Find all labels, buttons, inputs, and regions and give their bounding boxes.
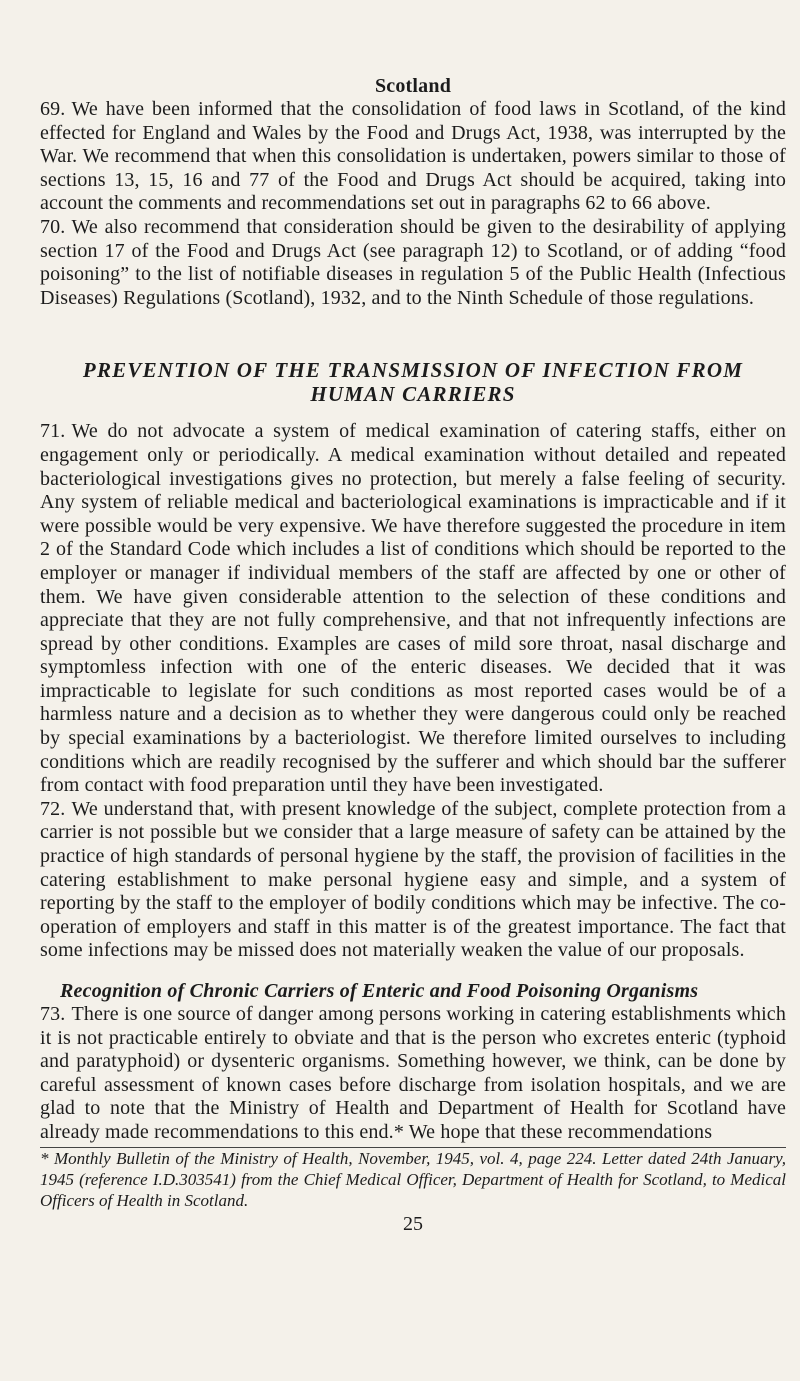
prevention-heading: PREVENTION OF THE TRANSMISSION OF INFECTION FROM HUMAN CARRIERS bbox=[82, 358, 744, 407]
paragraph-71 bbox=[40, 420, 786, 798]
section-title: Scotland bbox=[374, 75, 452, 97]
paragraph-number: 69. bbox=[40, 98, 66, 120]
recognition-subheading: Recognition of Chronic Carriers of Enteric and Food Poisoning Organisms bbox=[60, 980, 699, 1002]
paragraph-number: 71. bbox=[40, 420, 66, 443]
paragraph-text: We do not advocate a system of medical examination of catering staffs, either on engagement only or periodically. A medical examination without detailed and repeated bacteriological investigations gives no protection, but merely a false feeling of security. Any system of reliable medical and bacteriological examinations is impracticable and if it were possible would be very expensive. We have therefore suggested the procedure in item 2 of the Standard Code which includes a list of conditions which should be reported to the employer or manager if individual members of the staff are affected by one or other of them. We have given considerable attention to the selection of these conditions and appreciate that they are not fully comprehensive, and that not infrequently infections are spread by other conditions. Examples are cases of mild sore throat, nasal discharge and symptomless infection with one of the enteric diseases. We decided that it was impracticable to legislate for such conditions as most reported cases would be of a harmless nature and a decision as to whether they were dangerous could only be reached by special examinations by a bacteriologist. We therefore limited ourselves to including conditions which are readily recognised by the sufferer and which should bar the sufferer from contact with food preparation until they have been investigated. bbox=[40, 420, 786, 797]
spacer bbox=[40, 310, 786, 358]
paragraph-number: 70. bbox=[40, 215, 66, 238]
paragraph-text: There is one source of danger among persons working in catering establishments which it is not practicable entirely to obviate and that is the person who excretes enteric (typhoid and paratyphoid) or dysenteric organisms. Something however, we think, can be done by careful assessment of known cases before discharge from isolation hospitals, and we are glad to note that the Ministry of Health and Department of Health for Scotland have already made recommendations to this end.* We hope that these recommendations bbox=[40, 1003, 786, 1143]
paragraph-72 bbox=[40, 798, 786, 963]
paragraph-number: 73. bbox=[40, 1003, 66, 1025]
paragraph-number: 72. bbox=[40, 797, 66, 820]
page-number: 25 bbox=[403, 1212, 423, 1235]
paragraph-70 bbox=[40, 216, 786, 310]
paragraph-73 bbox=[40, 1003, 786, 1145]
paragraph-text: We understand that, with present knowledge of the subject, complete protection from a carrier is not possible but we consider that a large measure of safety can be attained by the practice of high standards of personal hygiene by the staff, the provision of facilities in the catering establishment to make personal hygiene easy and simple, and a system of reporting by the staff to the employer of bodily conditions which may be infective. The co-operation of employers and staff in this matter is of the greatest importance. The fact that some infections may be missed does not materially weaken the value of our proposals. bbox=[40, 797, 786, 962]
paragraph-69 bbox=[40, 98, 786, 216]
spacer bbox=[40, 406, 786, 420]
footnote: * Monthly Bulletin of the Ministry of Health, November, 1945, vol. 4, page 224. Letter dated 24th January, 1945 (reference I.D.303541) from the Chief Medical Officer, Department of Health for Scotland, to Medical Officers of Health in Scotland. bbox=[40, 1148, 786, 1210]
spacer bbox=[40, 963, 786, 979]
paragraph-text: We also recommend that consideration should be given to the desirability of applying section 17 of the Food and Drugs Act (see paragraph 12) to Scotland, or of adding “food poisoning” to the list of notifiable diseases in regulation 5 of the Public Health (Infectious Diseases) Regulations (Scotland), 1932, and to the Ninth Schedule of those regulations. bbox=[40, 215, 786, 309]
paragraph-text: We have been informed that the consolidation of food laws in Scotland, of the kind effected for England and Wales by the Food and Drugs Act, 1938, was interrupted by the War. We recommend that when this consolidation is undertaken, powers similar to those of sections 13, 15, 16 and 77 of the Food and Drugs Act should be acquired, taking into account the comments and recommendations set out in paragraphs 62 to 66 above. bbox=[40, 98, 786, 215]
